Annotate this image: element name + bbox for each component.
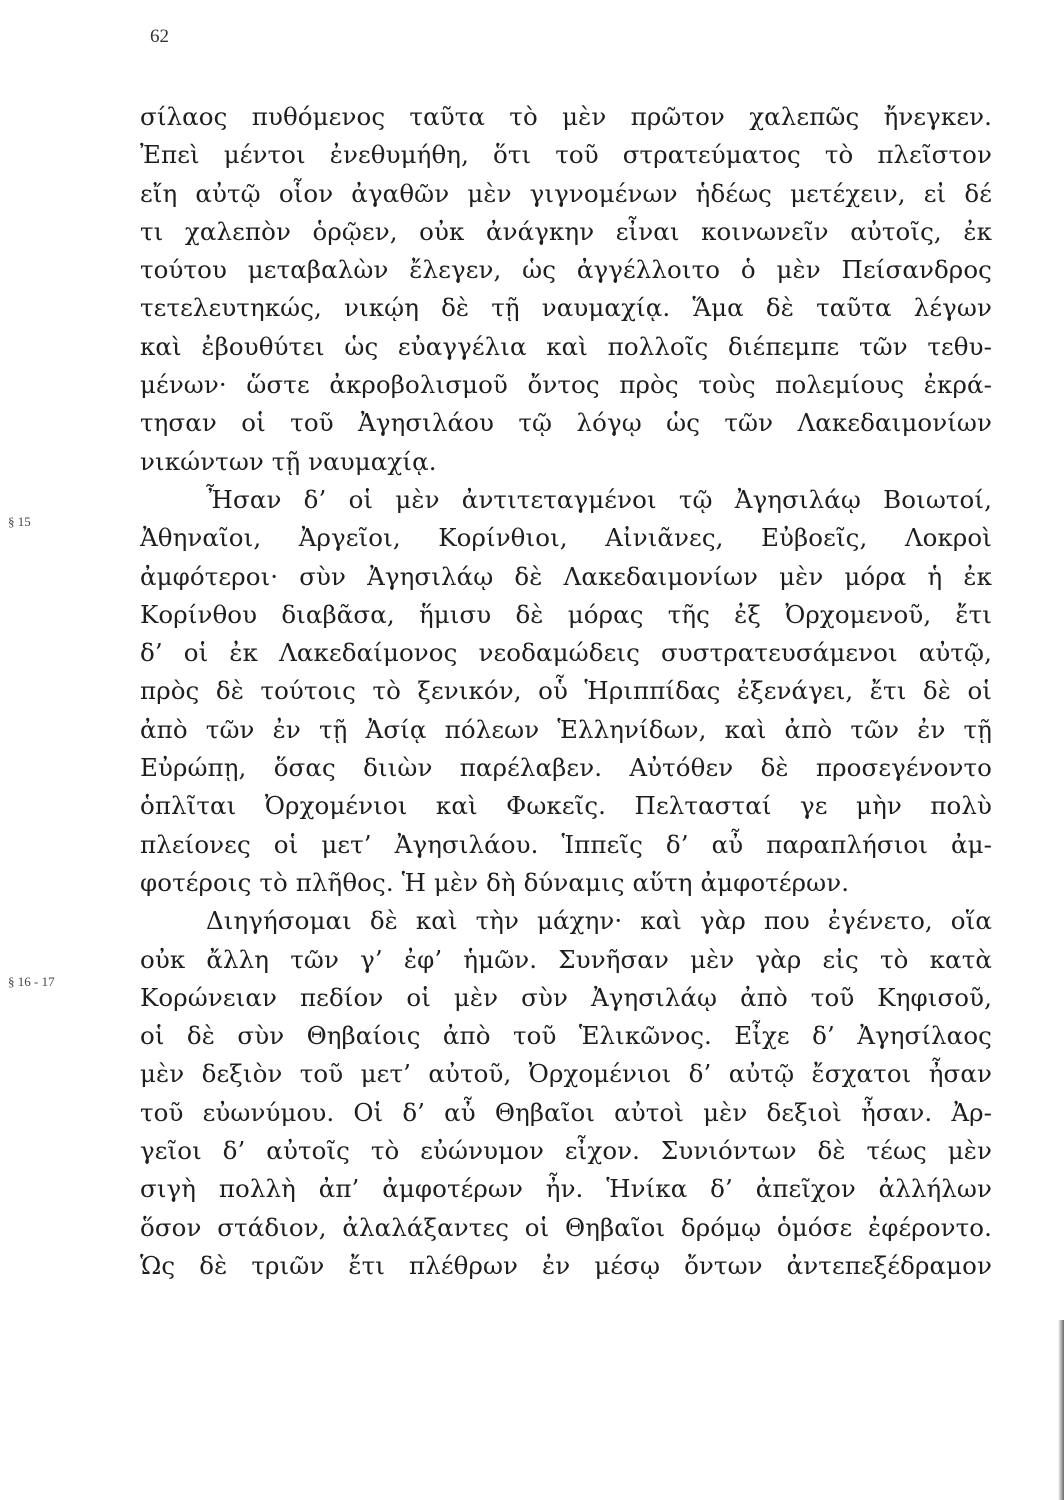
text-line: Κορίνθου διαβᾶσα, ἥμισυ δὲ μόρας τῆς ἐξ Ὀρχομενοῦ, ἔτι: [140, 599, 992, 629]
text-line: Κορώνειαν πεδίον οἱ μὲν σὺν Ἀγησιλάῳ ἀπὸ τοῦ Κηφισοῦ,: [140, 982, 992, 1012]
text-line: οὐκ ἄλλη τῶν γ’ ἐφ’ ἡμῶν. Συνῆσαν μὲν γὰρ εἰς τὸ κατὰ: [140, 944, 992, 974]
text-line-paragraph-start: Ἦσαν δ’ οἱ μὲν ἀντιτεταγμένοι τῷ Ἀγησιλάῳ Βοιωτοί,: [206, 484, 992, 514]
text-line: εἴη αὐτῷ οἷον ἀγαθῶν μὲν γιγνομένων ἡδέως μετέχειν, εἰ δέ: [140, 178, 992, 208]
text-line: νικώντων τῇ ναυμαχίᾳ.: [140, 446, 437, 476]
text-line-paragraph-start: Διηγήσομαι δὲ καὶ τὴν μάχην· καὶ γὰρ που ἐγένετο, οἵα: [206, 906, 992, 936]
page-number: 62: [150, 26, 169, 47]
text-line: φοτέροις τὸ πλῆθος. Ἡ μὲν δὴ δύναμις αὕτη ἀμφοτέρων.: [140, 867, 850, 897]
text-line: ὁπλῖται Ὀρχομένιοι καὶ Φωκεῖς. Πελτασταί γε μὴν πολὺ: [140, 791, 992, 821]
text-line: ὅσον στάδιον, ἀλαλάξαντες οἱ Θηβαῖοι δρόμῳ ὁμόσε ἐφέροντο.: [140, 1212, 992, 1242]
text-line: τούτου μεταβαλὼν ἔλεγεν, ὡς ἀγγέλλοιτο ὁ μὲν Πείσανδρος: [140, 255, 992, 285]
text-line: τοῦ εὐωνύμου. Οἱ δ’ αὖ Θηβαῖοι αὐτοὶ μὲν δεξιοὶ ἦσαν. Ἀρ-: [140, 1097, 992, 1127]
text-line: δ’ οἱ ἐκ Λακεδαίμονος νεοδαμώδεις συστρατευσάμενοι αὐτῷ,: [140, 638, 992, 668]
text-line: Εὐρώπῃ, ὅσας διιὼν παρέλαβεν. Αὐτόθεν δὲ προσεγένοντο: [140, 753, 992, 783]
page-edge-shadow: [1058, 1320, 1064, 1500]
text-line: πρὸς δὲ τούτοις τὸ ξενικόν, οὗ Ἡριππίδας ἐξενάγει, ἔτι δὲ οἱ: [140, 676, 992, 706]
body-text: [140, 98, 992, 1285]
section-marker-16-17: § 16 - 17: [8, 974, 55, 989]
text-line: Ἐπεὶ μέντοι ἐνεθυμήθη, ὅτι τοῦ στρατεύματος τὸ πλεῖστον: [140, 140, 992, 170]
text-line: τετελευτηκώς, νικῴη δὲ τῇ ναυμαχίᾳ. Ἅμα δὲ ταῦτα λέγων: [140, 293, 992, 323]
text-line: Ὡς δὲ τριῶν ἔτι πλέθρων ἐν μέσῳ ὄντων ἀντεπεξέδραμον: [140, 1250, 992, 1280]
text-line: Ἀθηναῖοι, Ἀργεῖοι, Κορίνθιοι, Αἰνιᾶνες, Εὐβοεῖς, Λοκροὶ: [140, 523, 992, 553]
text-line: τησαν οἱ τοῦ Ἀγησιλάου τῷ λόγῳ ὡς τῶν Λακεδαιμονίων: [140, 408, 992, 438]
text-line: πλείονες οἱ μετ’ Ἀγησιλάου. Ἱππεῖς δ’ αὖ παραπλήσιοι ἀμ-: [140, 829, 992, 859]
text-line: γεῖοι δ’ αὐτοῖς τὸ εὐώνυμον εἶχον. Συνιόντων δὲ τέως μὲν: [140, 1136, 992, 1166]
text-line: μένων· ὥστε ἀκροβολισμοῦ ὄντος πρὸς τοὺς πολεμίους ἐκρά-: [140, 370, 992, 400]
text-line: τι χαλεπὸν ὁρῷεν, οὐκ ἀνάγκην εἶναι κοινωνεῖν αὐτοῖς, ἐκ: [140, 216, 992, 246]
text-line: μὲν δεξιὸν τοῦ μετ’ αὐτοῦ, Ὀρχομένιοι δ’ αὐτῷ ἔσχατοι ἦσαν: [140, 1059, 992, 1089]
text-line: ἀμφότεροι· σὺν Ἀγησιλάῳ δὲ Λακεδαιμονίων μὲν μόρα ἡ ἐκ: [140, 561, 992, 591]
text-line: σίλαος πυθόμενος ταῦτα τὸ μὲν πρῶτον χαλεπῶς ἤνεγκεν.: [140, 102, 992, 131]
text-line: ἀπὸ τῶν ἐν τῇ Ἀσίᾳ πόλεων Ἑλληνίδων, καὶ ἀπὸ τῶν ἐν τῇ: [140, 714, 992, 744]
text-line: οἱ δὲ σὺν Θηβαίοις ἀπὸ τοῦ Ἑλικῶνος. Εἶχε δ’ Ἀγησίλαος: [140, 1021, 992, 1051]
section-marker-15: § 15: [8, 514, 31, 529]
text-line: σιγὴ πολλὴ ἀπ’ ἀμφοτέρων ἦν. Ἡνίκα δ’ ἀπεῖχον ἀλλήλων: [140, 1174, 992, 1204]
text-line: καὶ ἐβουθύτει ὡς εὐαγγέλια καὶ πολλοῖς διέπεμπε τῶν τεθυ-: [140, 331, 992, 361]
